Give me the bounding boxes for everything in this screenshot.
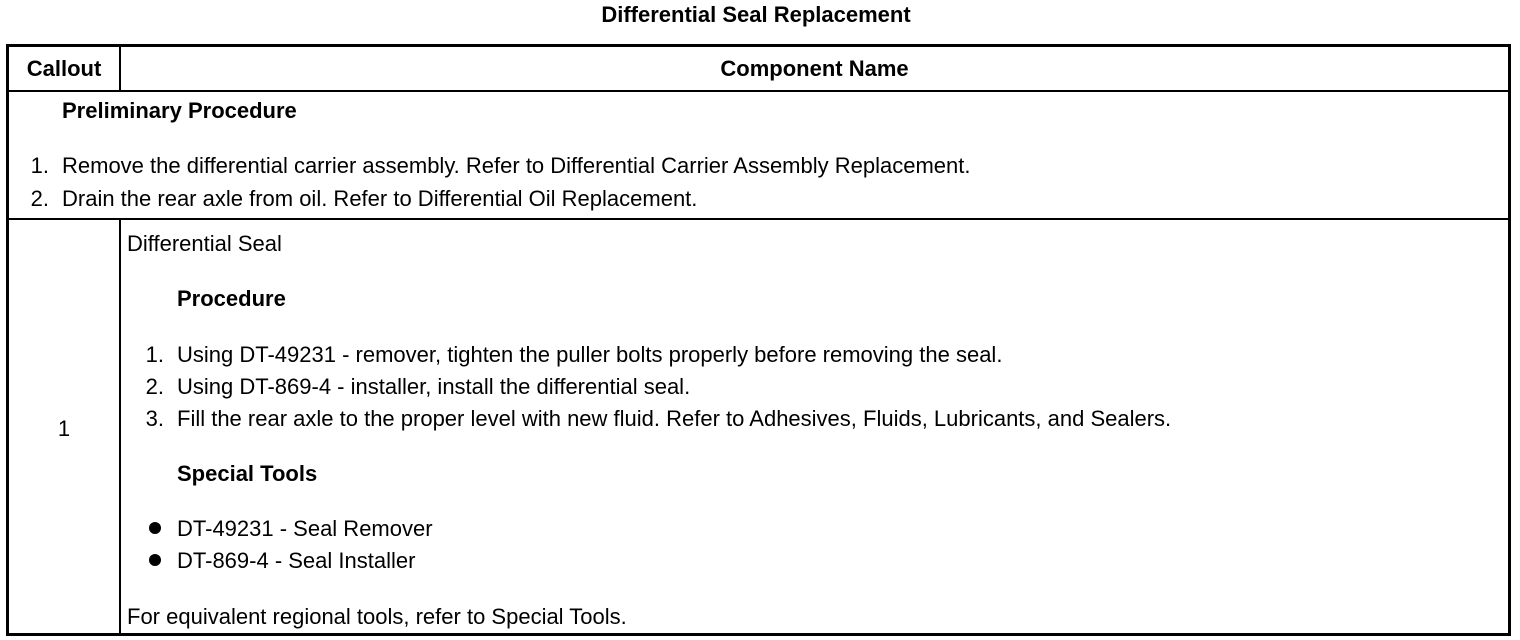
procedure-step-number: 1. (145, 342, 164, 367)
column-divider (119, 47, 121, 92)
special-tools-heading: Special Tools (177, 461, 318, 486)
bullet-icon (149, 554, 161, 566)
table-header-row (9, 47, 1508, 92)
procedure-step-number: 3. (145, 406, 164, 431)
special-tool-item: DT-869-4 - Seal Installer (177, 548, 416, 573)
procedure-step-text: Fill the rear axle to the proper level with new fluid. Refer to Adhesives, Fluids, Lubricants, and Sealers. (177, 406, 1172, 431)
bullet-icon (149, 522, 161, 534)
special-tool-item: DT-49231 - Seal Remover (177, 516, 433, 541)
header-callout: Callout (26, 56, 102, 81)
preliminary-step-text: Remove the differential carrier assembly. Refer to Differential Carrier Assembly Replacement. (62, 153, 971, 178)
procedure-step-text: Using DT-869-4 - installer, install the differential seal. (177, 374, 691, 399)
component-cell (121, 220, 1508, 633)
component-name: Differential Seal (127, 231, 282, 256)
regional-tools-note: For equivalent regional tools, refer to Special Tools. (127, 604, 627, 629)
preliminary-step-number: 2. (30, 186, 49, 211)
header-component-name: Component Name (720, 56, 909, 81)
callout-number: 1 (57, 416, 71, 441)
page-title: Differential Seal Replacement (601, 2, 911, 27)
preliminary-step-number: 1. (30, 153, 49, 178)
procedure-step-text: Using DT-49231 - remover, tighten the puller bolts properly before removing the seal. (177, 342, 1003, 367)
procedure-heading: Procedure (177, 286, 286, 311)
preliminary-step-text: Drain the rear axle from oil. Refer to Differential Oil Replacement. (62, 186, 698, 211)
preliminary-procedure-row (9, 92, 1508, 220)
procedure-table (6, 44, 1511, 636)
preliminary-heading: Preliminary Procedure (62, 98, 297, 123)
procedure-step-number: 2. (145, 374, 164, 399)
callout-cell (9, 220, 119, 633)
